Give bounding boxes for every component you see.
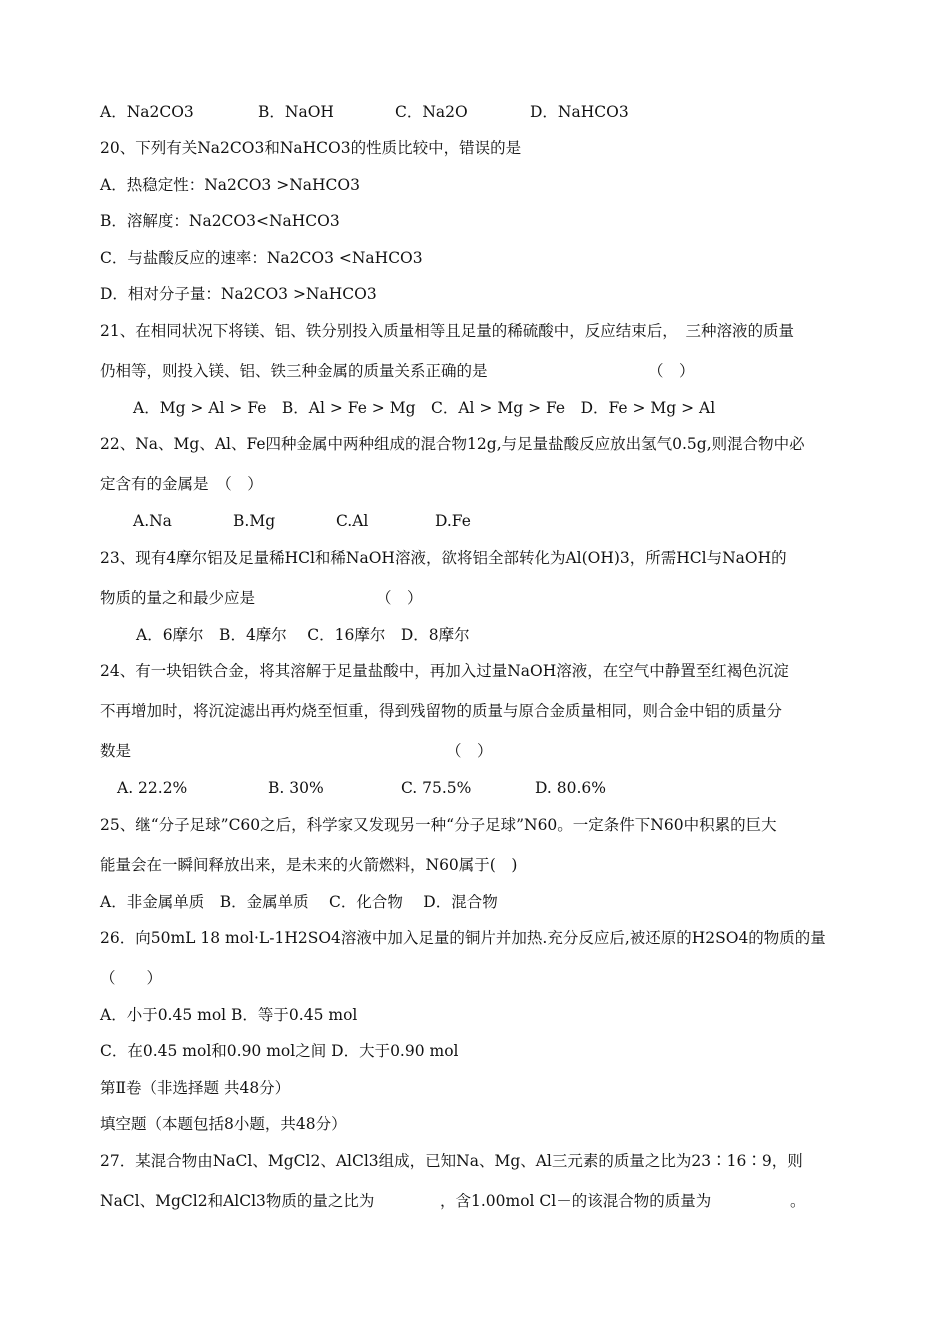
q24-stem-line3 — [100, 741, 852, 761]
q21-stem-line1: 21、在相同状况下将镁、铝、铁分别投入质量相等且足量的稀硫酸中，反应结束后， 三种溶液的质量 — [100, 322, 794, 340]
q24-stem-line2: 不再增加时，将沉淀滤出再灼烧至恒重，得到残留物的质量与原合金质量相同，则合金中铝的质量分 — [100, 702, 783, 720]
section-title: 第Ⅱ卷（非选择题 共48分） — [100, 1079, 291, 1097]
q22-option-b: B.Mg — [233, 512, 276, 530]
q23-stem-text: 物质的量之和最少应是 — [100, 589, 256, 607]
q24-stem-text: 数是 — [100, 742, 132, 760]
q22-stem-line1: 22、Na、Mg、Al、Fe四种金属中两种组成的混合物12g,与足量盐酸反应放出氢气0.5g,则混合物中必 — [100, 435, 805, 453]
section-subtitle: 填空题（本题包括8小题，共48分） — [100, 1115, 347, 1133]
q21-answer-paren: （ ） — [648, 362, 695, 380]
q20-option-b: B．溶解度：Na2CO3<NaHCO3 — [100, 212, 340, 230]
q22-option-a: A.Na — [133, 512, 172, 530]
q26-stem-line1: 26．向50mL 18 mol·L-1H2SO4溶液中加入足量的铜片并加热.充分反应后,被还原的H2SO4的物质的量 — [100, 929, 826, 947]
q19-option-c: C．Na2O — [395, 103, 468, 121]
q23-stem-line1: 23、现有4摩尔铝及足量稀HCl和稀NaOH溶液，欲将铝全部转化为Al(OH)3，所需HCl与NaOH的 — [100, 549, 787, 567]
q20-option-c: C．与盐酸反应的速率：Na2CO3 <NaHCO3 — [100, 249, 423, 267]
q27-stem-line1: 27．某混合物由NaCl、MgCl2、AlCl3组成，已知Na、Mg、Al三元素的质量之比为23∶16∶9，则 — [100, 1152, 803, 1170]
q24-options — [117, 778, 869, 798]
q19-option-d: D．NaHCO3 — [530, 103, 629, 121]
q23-answer-paren: （ ） — [376, 589, 423, 607]
q26-options-line1: A．小于0.45 mol B．等于0.45 mol — [100, 1006, 358, 1024]
q20-option-d: D．相对分子量：Na2CO3 >NaHCO3 — [100, 285, 377, 303]
q25-options: A．非金属单质 B．金属单质 C．化合物 D．混合物 — [100, 893, 498, 911]
q21-stem-line2 — [100, 361, 852, 381]
q19-options — [100, 102, 852, 122]
q27-stem-line2 — [100, 1191, 852, 1211]
q19-option-a: A．Na2CO3 — [100, 103, 194, 121]
q23-options: A．6摩尔 B．4摩尔 C．16摩尔 D．8摩尔 — [136, 626, 470, 644]
q20-option-a: A．热稳定性：Na2CO3 >NaHCO3 — [100, 176, 360, 194]
q21-stem-text: 仍相等，则投入镁、铝、铁三种金属的质量关系正确的是 — [100, 362, 488, 380]
q25-stem-line2: 能量会在一瞬间释放出来，是未来的火箭燃料，N60属于( ) — [100, 856, 518, 874]
q22-option-d: D.Fe — [435, 512, 471, 530]
q22-options — [133, 511, 885, 531]
q20-stem: 20、下列有关Na2CO3和NaHCO3的性质比较中，错误的是 — [100, 139, 522, 157]
q19-option-b: B．NaOH — [258, 103, 334, 121]
q26-stem-line2: （ ） — [100, 969, 163, 987]
q27-stem-part1: NaCl、MgCl2和AlCl3物质的量之比为 — [100, 1192, 375, 1210]
q24-option-c: C. 75.5% — [401, 779, 472, 797]
q21-options: A．Mg > Al > Fe B．Al > Fe > Mg C．Al > Mg > Fe D．Fe > Mg > Al — [133, 399, 716, 417]
q24-option-b: B. 30% — [268, 779, 324, 797]
q23-stem-line2 — [100, 588, 852, 608]
q24-option-a: A. 22.2% — [117, 779, 188, 797]
q22-option-c: C.Al — [336, 512, 369, 530]
q24-option-d: D. 80.6% — [535, 779, 606, 797]
q24-answer-paren: （ ） — [446, 742, 493, 760]
q25-stem-line1: 25、继“分子足球”C60之后，科学家又发现另一种“分子足球”N60。一定条件下N60中积累的巨大 — [100, 816, 777, 834]
q27-stem-part3: 。 — [790, 1192, 806, 1210]
q27-stem-part2: ，含1.00mol Cl－的该混合物的质量为 — [440, 1192, 712, 1210]
q26-options-line2: C．在0.45 mol和0.90 mol之间 D．大于0.90 mol — [100, 1042, 459, 1060]
q24-stem-line1: 24、有一块铝铁合金，将其溶解于足量盐酸中，再加入过量NaOH溶液，在空气中静置至红褐色沉淀 — [100, 662, 789, 680]
q22-stem-line2: 定含有的金属是 （ ） — [100, 475, 263, 493]
